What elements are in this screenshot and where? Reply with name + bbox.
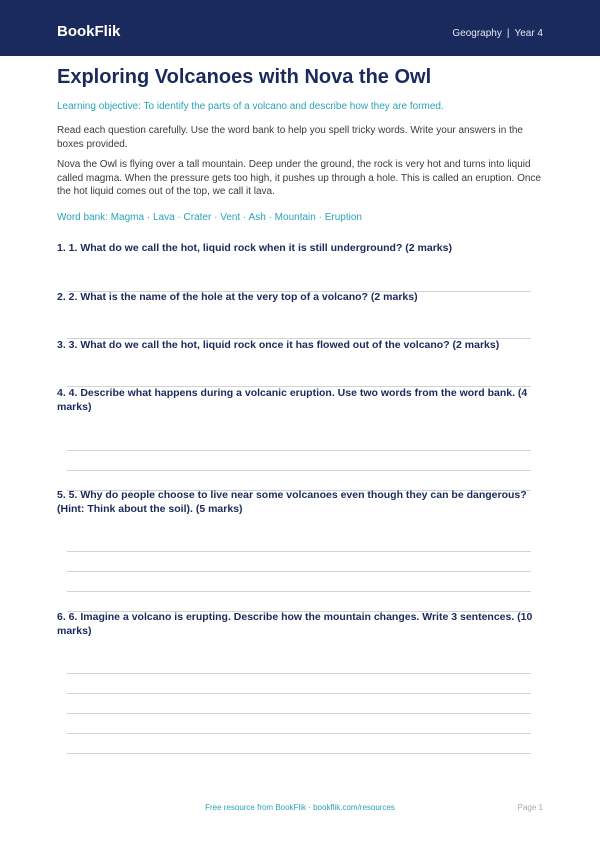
answer-line[interactable] (67, 551, 531, 552)
subject-label: Geography (452, 28, 502, 39)
story-paragraph: Nova the Owl is flying over a tall mountain. Deep under the ground, the rock is very hot and turns into liquid called magma. When the pressure gets too high, it pushes up through a hole. This is called an eruption. Once the hot liquid comes out of the top, we call it lava. (57, 159, 541, 197)
worksheet-title: Exploring Volcanoes with Nova the Owl (57, 66, 432, 88)
page-header (0, 0, 600, 56)
answer-line[interactable] (67, 591, 531, 592)
brand-logo-text: BookFlik (57, 23, 121, 40)
answer-line[interactable] (67, 753, 531, 754)
answer-line[interactable] (67, 693, 531, 694)
answer-line[interactable] (67, 571, 531, 572)
answer-line[interactable] (67, 450, 531, 451)
question-5: 5. 5. Why do people choose to live near some volcanoes even though they can be dangerous? (Hint: Think about the soil). (5 marks) (57, 489, 527, 515)
answer-line[interactable] (67, 673, 531, 674)
answer-line[interactable] (67, 470, 531, 471)
answer-line[interactable] (67, 733, 531, 734)
question-3: 3. 3. What do we call the hot, liquid rock once it has flowed out of the volcano? (2 marks) (57, 339, 500, 351)
page-number: Page 1 (517, 803, 543, 812)
footer-resource-link[interactable]: Free resource from BookFlik · bookflik.com/resources (205, 803, 395, 812)
year-label: Year 4 (514, 28, 543, 39)
instructions-paragraph: Read each question carefully. Use the word bank to help you spell tricky words. Write your answers in the boxes provided. (57, 125, 523, 150)
word-bank: Word bank: Magma · Lava · Crater · Vent · Ash · Mountain · Eruption (57, 212, 362, 223)
question-2: 2. 2. What is the name of the hole at the very top of a volcano? (2 marks) (57, 291, 418, 303)
learning-objective: Learning objective: To identify the parts of a volcano and describe how they are formed. (57, 101, 444, 112)
header-separator: | (506, 28, 510, 39)
header-meta (452, 27, 543, 41)
question-4: 4. 4. Describe what happens during a volcanic eruption. Use two words from the word bank. (4 marks) (57, 387, 528, 413)
question-6: 6. 6. Imagine a volcano is erupting. Describe how the mountain changes. Write 3 sentences. (10 marks) (57, 611, 533, 637)
question-1: 1. 1. What do we call the hot, liquid rock when it is still underground? (2 marks) (57, 242, 452, 254)
answer-line[interactable] (67, 713, 531, 714)
